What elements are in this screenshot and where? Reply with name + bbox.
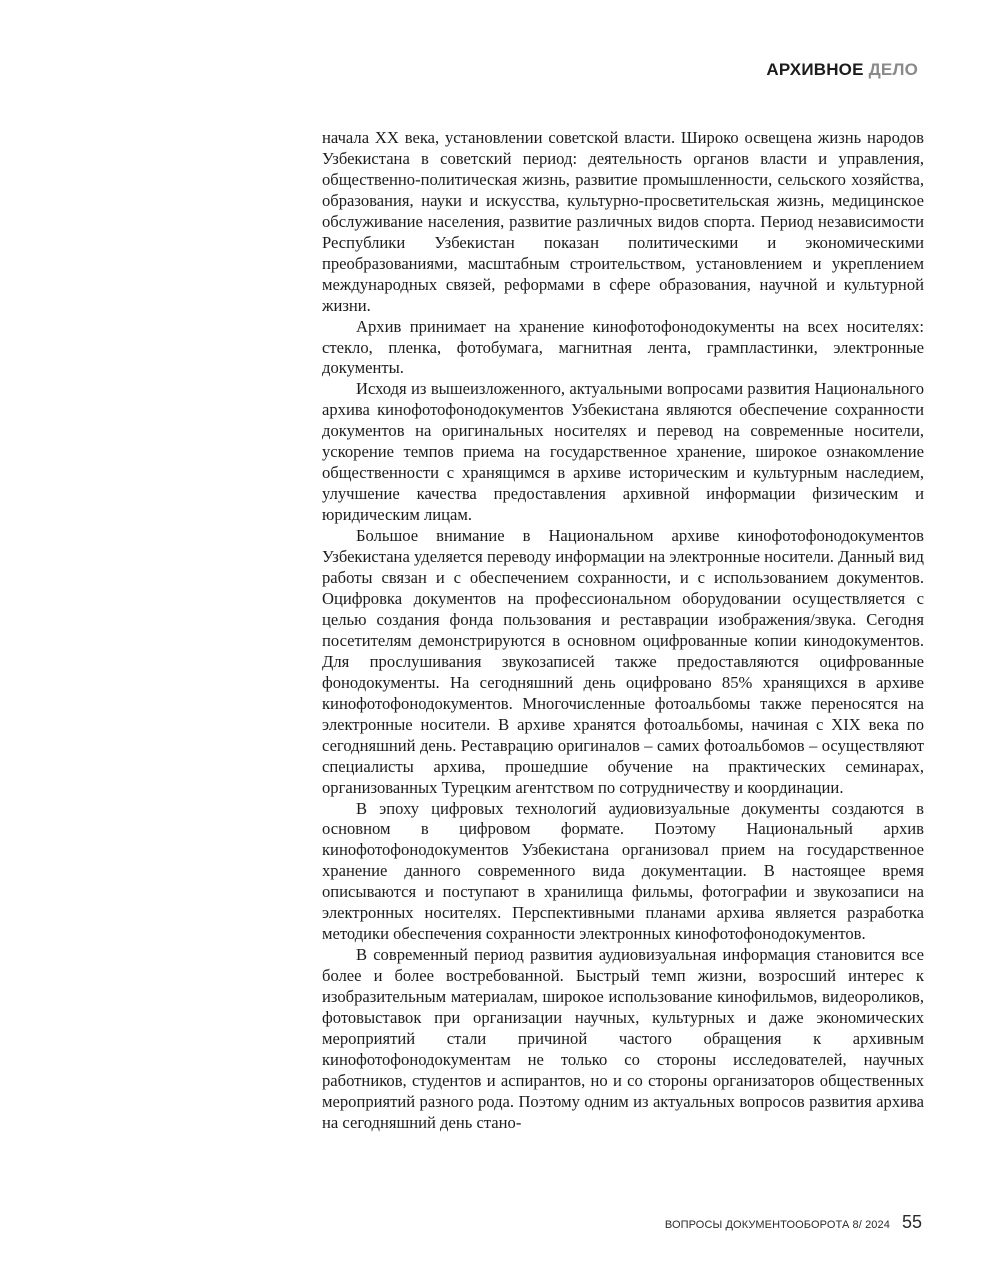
page-number: 55: [901, 1212, 922, 1232]
paragraph: В современный период развития аудиовизуальная информация становится все более и более востребованной. Быстрый темп жизни, возросший интерес к изобразительным материалам, широкое использование кинофильмов, видеороликов, фотовыставок при организации научных, культурных и даже экономических мероприятий стали причиной частого обращения к архивным кинофотофонодокументам не только со стороны исследователей, научных работников, студентов и аспирантов, но и со стороны организаторов общественных мероприятий разного рода. Поэтому одним из актуальных вопросов развития архива на сегодняшний день стано-: [322, 945, 924, 1132]
paragraph: В эпоху цифровых технологий аудиовизуальные документы создаются в основном в цифровом формате. Поэтому Национальный архив кинофотофонодокументов Узбекистана организовал прием на государственное хранение данного современного вида документации. В настоящее время описываются и поступают в хранилища фильмы, фотографии и звукозаписи на электронных носителях. Перспективными планами архива является разработка методики обеспечения сохранности электронных кинофотофонодокументов.: [322, 798, 924, 944]
paragraph: Исходя из вышеизложенного, актуальными вопросами развития Национального архива кинофотофонодокументов Узбекистана являются обеспечение сохранности документов на оригинальных носителях и перевод на современные носители, ускорение темпов приема на государственное хранение, широкое ознакомление общественности с хранящимся в архиве историческим и культурным наследием, улучшение качества предоставления архивной информации физическим и юридическим лицам.: [322, 379, 924, 525]
journal-title: ВОПРОСЫ ДОКУМЕНТООБОРОТА 8/ 2024: [664, 1219, 890, 1231]
paragraph: Большое внимание в Национальном архиве кинофотофонодокументов Узбекистана уделяется переводу информации на электронные носители. Данный вид работы связан и с обеспечением сохранности, и с использованием документов. Оцифровка документов на профессиональном оборудовании осуществляется с целью создания фонда пользования и реставрации изображения/звука. Сегодня посетителям демонстрируются в основном оцифрованные копии кинодокументов. Для прослушивания звукозаписей также предоставляются оцифрованные фонодокументы. На сегодняшний день оцифровано 85% хранящихся в архиве кинофотофонодокументов. Многочисленные фотоальбомы также переносятся на электронные носители. В архиве хранятся фотоальбомы, начиная с XIX века по сегодняшний день. Реставрацию оригиналов – самих фотоальбомов – осуществляют специалисты архива, прошедшие обучение на практических семинарах, организованных Турецким агентством по сотрудничеству и координации.: [322, 526, 924, 797]
article-body: [322, 128, 924, 1134]
section-header-part2: ДЕЛО: [868, 60, 918, 79]
paragraph: Архив принимает на хранение кинофотофонодокументы на всех носителях: стекло, пленка, фотобумага, магнитная лента, грампластинки, электронные документы.: [322, 316, 924, 378]
page-footer: [665, 1212, 922, 1233]
paragraph: начала XX века, установлении советской власти. Широко освещена жизнь народов Узбекистана в советский период: деятельность органов власти и управления, общественно-политическая жизнь, развитие промышленности, сельского хозяйства, образования, науки и искусства, культурно-просветительская жизнь, медицинское обслуживание населения, развитие различных видов спорта. Период независимости Республики Узбекистан показан политическими и экономическими преобразованиями, масштабным строительством, установлением и укреплением международных связей, реформами в сфере образования, научной и культурной жизни.: [322, 128, 924, 315]
section-header: [766, 60, 918, 80]
section-header-part1: АРХИВНОЕ: [766, 60, 864, 79]
